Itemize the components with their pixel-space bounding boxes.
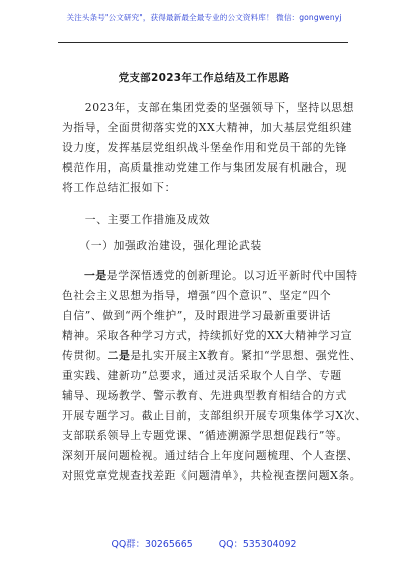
body-line-text: 是扎实开展主X教育。紧扣“学思想、强党性、 — [130, 349, 362, 362]
body-line-text: 是学深悟透党的创新理论。以习近平新时代中国特 — [106, 269, 358, 282]
body-line: 设力度，发挥基层党组织战斗堡垒作用和党员干部的先锋 — [62, 141, 347, 154]
emphasis-first: 一是 — [84, 269, 107, 282]
emphasis-second: 二是 — [107, 349, 131, 362]
body-line: 对照党章党规查找差距《问题清单》，共检视查摆问题X条。 — [62, 469, 362, 482]
body-line: 将工作总结汇报如下： — [62, 181, 176, 194]
footer-qq-group: QQ群：30265665 — [111, 539, 193, 550]
body-line: 辅导、现场教学、警示教育、先进典型教育相结合的方式 — [62, 389, 347, 402]
body-line: 精神。采取各种学习方式，持续抓好党的XX大精神学习宣 — [62, 329, 353, 342]
header-banner: 关注头条号"公文研究"，获得最新最全最专业的公文资料库！ 微信：gongwenyj — [66, 13, 342, 22]
body-line — [62, 348, 361, 363]
section-heading: 一、主要工作措施及成效 — [62, 213, 211, 226]
footer-qq: QQ：535304092 — [218, 539, 297, 550]
body-line — [62, 268, 358, 283]
body-line: 色社会主义思想为指导，增强“四个意识”、坚定“四个 — [62, 289, 332, 302]
body-line: 重实践、建新功”总要求，通过灵活采取个人自学、专题 — [62, 369, 342, 382]
body-line: 支部联系领导上专题党课、“循迹溯源学思想促践行”等。 — [62, 429, 348, 442]
footer-contacts — [0, 536, 408, 550]
body-line: 自信”、做到“两个维护”，及时跟进学习最新重要讲话 — [62, 309, 332, 322]
body-line: 2023年，支部在集团党委的坚强领导下，坚持以思想 — [62, 101, 355, 114]
body-line: 模范作用，高质量推动党建工作与集团发展有机融合，现 — [62, 161, 347, 174]
header-divider — [58, 42, 348, 43]
body-line: 开展专题学习。截止目前，支部组织开展专项集体学习X次、 — [62, 409, 367, 422]
document-title: 党支部2023年工作总结及工作思路 — [118, 72, 290, 84]
body-line-text: 传贯彻。 — [62, 349, 108, 362]
body-line: 深刻开展问题检视。通过结合上年度问题梳理、个人查摆、 — [62, 449, 359, 462]
subsection-heading: （一）加强政治建设，强化理论武装 — [62, 239, 262, 252]
body-line: 为指导，全面贯彻落实党的XX大精神，加大基层党组织建 — [62, 121, 353, 134]
